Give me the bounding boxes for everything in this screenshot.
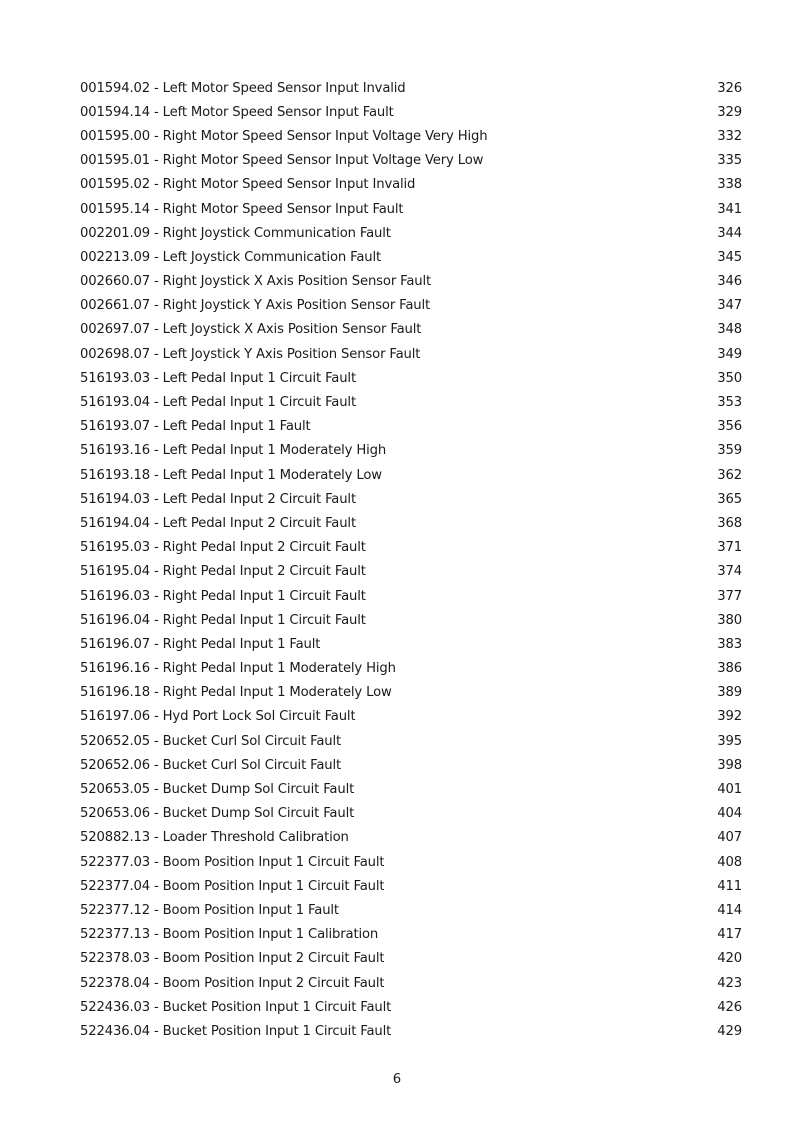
toc-entry-title: 516194.03 - Left Pedal Input 2 Circuit Fault: [80, 491, 356, 507]
toc-entry-title: 002697.07 - Left Joystick X Axis Position Sensor Fault: [80, 322, 422, 338]
toc-entry-page: 411: [717, 878, 742, 894]
toc-entry-title: 516196.18 - Right Pedal Input 1 Moderately Low: [80, 685, 392, 701]
toc-entry-title: 001595.02 - Right Motor Speed Sensor Input Invalid: [80, 177, 416, 193]
toc-entry-page: 383: [717, 636, 742, 652]
toc-entry-title: 516196.03 - Right Pedal Input 1 Circuit Fault: [80, 588, 366, 604]
toc-entry[interactable]: [80, 802, 742, 826]
toc-entry-page: 347: [717, 298, 742, 314]
toc-entry-page: 353: [717, 395, 742, 411]
toc-entry[interactable]: [80, 632, 742, 656]
toc-entry-page: 350: [717, 370, 742, 386]
toc-entry[interactable]: [80, 415, 742, 439]
toc-entry-title: 522378.04 - Boom Position Input 2 Circuit Fault: [80, 975, 385, 991]
toc-entry-title: 002660.07 - Right Joystick X Axis Position Sensor Fault: [80, 274, 432, 290]
toc-entry-page: 362: [717, 467, 742, 483]
toc-entry-title: 522377.12 - Boom Position Input 1 Fault: [80, 902, 339, 918]
toc-entry-title: 522436.03 - Bucket Position Input 1 Circuit Fault: [80, 999, 392, 1015]
toc-entry-page: 338: [717, 177, 742, 193]
toc-entry-page: 395: [717, 733, 742, 749]
toc-entry-title: 520653.06 - Bucket Dump Sol Circuit Fault: [80, 806, 355, 822]
toc-entry[interactable]: [80, 173, 742, 197]
toc-entry[interactable]: [80, 995, 742, 1019]
toc-entry[interactable]: [80, 608, 742, 632]
toc-entry[interactable]: [80, 390, 742, 414]
toc-entry-page: 426: [717, 999, 742, 1015]
toc-entry[interactable]: [80, 753, 742, 777]
toc-entry-title: 516196.16 - Right Pedal Input 1 Moderately High: [80, 661, 396, 677]
toc-entry-page: 380: [717, 612, 742, 628]
toc-entry-page: 404: [717, 806, 742, 822]
toc-entry[interactable]: [80, 270, 742, 294]
toc-entry[interactable]: [80, 705, 742, 729]
toc-entry-page: 346: [717, 274, 742, 290]
toc-entry[interactable]: [80, 850, 742, 874]
toc-entry-page: 348: [717, 322, 742, 338]
toc-entry-title: 001594.14 - Left Motor Speed Sensor Input Fault: [80, 104, 394, 120]
toc-entry[interactable]: [80, 487, 742, 511]
toc-entry-page: 374: [717, 564, 742, 580]
toc-entry[interactable]: [80, 898, 742, 922]
toc-entry-title: 002213.09 - Left Joystick Communication Fault: [80, 249, 382, 265]
toc-entry-title: 522377.03 - Boom Position Input 1 Circuit Fault: [80, 854, 385, 870]
toc-entry-page: 420: [717, 951, 742, 967]
toc-entry-page: 398: [717, 757, 742, 773]
toc-entry-title: 002698.07 - Left Joystick Y Axis Position Sensor Fault: [80, 346, 421, 362]
toc-entry-title: 001595.00 - Right Motor Speed Sensor Input Voltage Very High: [80, 128, 488, 144]
toc-entry-page: 377: [717, 588, 742, 604]
page-number: 6: [392, 1072, 402, 1087]
toc-entry-title: 516195.04 - Right Pedal Input 2 Circuit Fault: [80, 564, 366, 580]
toc-entry[interactable]: [80, 923, 742, 947]
toc-entry-title: 516193.18 - Left Pedal Input 1 Moderately Low: [80, 467, 382, 483]
toc-entry-title: 520653.05 - Bucket Dump Sol Circuit Fault: [80, 782, 355, 798]
toc-entry[interactable]: [80, 100, 742, 124]
toc-entry[interactable]: [80, 318, 742, 342]
toc-entry-title: 001594.02 - Left Motor Speed Sensor Input Invalid: [80, 80, 406, 96]
toc-entry-page: 356: [717, 419, 742, 435]
toc-entry-title: 520882.13 - Loader Threshold Calibration: [80, 830, 349, 846]
toc-entry-page: 392: [717, 709, 742, 725]
toc-entry-title: 520652.06 - Bucket Curl Sol Circuit Fault: [80, 757, 342, 773]
toc-entry-page: 429: [717, 1023, 742, 1039]
toc-entry[interactable]: [80, 681, 742, 705]
toc-entry[interactable]: [80, 1019, 742, 1043]
toc-entry[interactable]: [80, 439, 742, 463]
toc-entry-title: 520652.05 - Bucket Curl Sol Circuit Fault: [80, 733, 342, 749]
toc-entry-title: 516193.07 - Left Pedal Input 1 Fault: [80, 419, 311, 435]
toc-entry-page: 329: [717, 104, 742, 120]
toc-entry-page: 389: [717, 685, 742, 701]
toc-entry[interactable]: [80, 342, 742, 366]
toc-entry[interactable]: [80, 729, 742, 753]
toc-entry-title: 516196.04 - Right Pedal Input 1 Circuit Fault: [80, 612, 366, 628]
toc-entry-page: 386: [717, 661, 742, 677]
toc-entry-page: 332: [717, 128, 742, 144]
toc-entry-title: 516193.03 - Left Pedal Input 1 Circuit Fault: [80, 370, 356, 386]
toc-entry-title: 516197.06 - Hyd Port Lock Sol Circuit Fault: [80, 709, 356, 725]
toc-entry[interactable]: [80, 826, 742, 850]
toc-entry-title: 001595.14 - Right Motor Speed Sensor Input Fault: [80, 201, 404, 217]
toc-entry[interactable]: [80, 366, 742, 390]
toc-entry-title: 516196.07 - Right Pedal Input 1 Fault: [80, 636, 321, 652]
toc-entry-page: 414: [717, 902, 742, 918]
toc-entry[interactable]: [80, 221, 742, 245]
toc-entry-title: 002201.09 - Right Joystick Communication Fault: [80, 225, 391, 241]
toc-entry-page: 417: [717, 927, 742, 943]
toc-entry-page: 326: [717, 80, 742, 96]
toc-entry-page: 341: [717, 201, 742, 217]
toc-entry-page: 423: [717, 975, 742, 991]
toc-entry-title: 516193.16 - Left Pedal Input 1 Moderately High: [80, 443, 387, 459]
toc-entry[interactable]: [80, 657, 742, 681]
toc-entry-page: 365: [717, 491, 742, 507]
toc-entry[interactable]: [80, 245, 742, 269]
toc-entry-title: 516195.03 - Right Pedal Input 2 Circuit Fault: [80, 540, 366, 556]
toc-entry-page: 344: [717, 225, 742, 241]
toc-entry-title: 522377.04 - Boom Position Input 1 Circuit Fault: [80, 878, 385, 894]
toc-entry[interactable]: [80, 777, 742, 801]
toc-entry[interactable]: [80, 560, 742, 584]
toc-entry-title: 522378.03 - Boom Position Input 2 Circuit Fault: [80, 951, 385, 967]
toc-entry[interactable]: [80, 294, 742, 318]
table-of-contents: [80, 76, 742, 1044]
toc-entry-title: 522436.04 - Bucket Position Input 1 Circuit Fault: [80, 1023, 392, 1039]
toc-entry[interactable]: [80, 947, 742, 971]
toc-entry-page: 368: [717, 515, 742, 531]
toc-entry-title: 516194.04 - Left Pedal Input 2 Circuit Fault: [80, 515, 356, 531]
toc-entry[interactable]: [80, 971, 742, 995]
toc-entry[interactable]: [80, 584, 742, 608]
toc-entry[interactable]: [80, 874, 742, 898]
toc-entry-page: 371: [717, 540, 742, 556]
toc-entry[interactable]: [80, 197, 742, 221]
toc-entry-page: 408: [717, 854, 742, 870]
toc-entry-title: 001595.01 - Right Motor Speed Sensor Input Voltage Very Low: [80, 153, 484, 169]
toc-entry[interactable]: [80, 511, 742, 535]
toc-entry-page: 335: [717, 153, 742, 169]
toc-entry-page: 359: [717, 443, 742, 459]
toc-entry[interactable]: [80, 149, 742, 173]
toc-entry-title: 002661.07 - Right Joystick Y Axis Position Sensor Fault: [80, 298, 431, 314]
toc-entry-page: 349: [717, 346, 742, 362]
toc-entry-title: 522377.13 - Boom Position Input 1 Calibration: [80, 927, 379, 943]
toc-entry-page: 407: [717, 830, 742, 846]
toc-entry-page: 345: [717, 249, 742, 265]
toc-entry-title: 516193.04 - Left Pedal Input 1 Circuit Fault: [80, 395, 356, 411]
toc-entry[interactable]: [80, 124, 742, 148]
toc-entry[interactable]: [80, 76, 742, 100]
toc-entry[interactable]: [80, 463, 742, 487]
toc-entry[interactable]: [80, 536, 742, 560]
toc-entry-page: 401: [717, 782, 742, 798]
